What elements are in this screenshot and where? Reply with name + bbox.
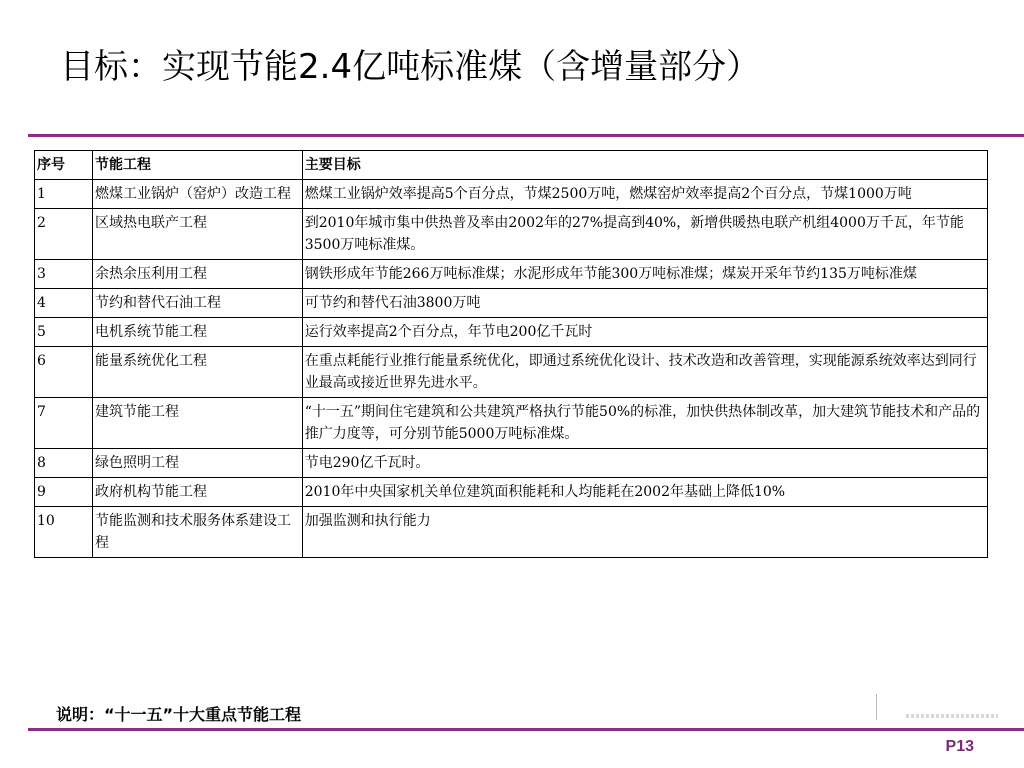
row-project: 政府机构节能工程: [92, 478, 302, 507]
row-target: 到2010年城市集中供热普及率由2002年的27%提高到40%，新增供暖热电联产机组4000万千瓦，年节能3500万吨标准煤。: [302, 209, 987, 260]
table-row: [35, 260, 988, 289]
table-row: [35, 449, 988, 478]
logo-mark: [876, 694, 1000, 724]
row-project: 余热余压利用工程: [92, 260, 302, 289]
row-no: 1: [35, 180, 93, 209]
table-row: [35, 289, 988, 318]
header-project: 节能工程: [92, 151, 302, 180]
row-project: 燃煤工业锅炉（窑炉）改造工程: [92, 180, 302, 209]
top-divider: [28, 134, 1024, 137]
table-row: [35, 318, 988, 347]
row-target: 运行效率提高2个百分点，年节电200亿千瓦时: [302, 318, 987, 347]
page-number: P13: [945, 738, 974, 755]
row-no: 4: [35, 289, 93, 318]
row-target: 节电290亿千瓦时。: [302, 449, 987, 478]
row-target: 在重点耗能行业推行能量系统优化，即通过系统优化设计、技术改造和改善管理，实现能源系统效率达到同行业最高或接近世界先进水平。: [302, 347, 987, 398]
logo-watermark: [906, 714, 998, 718]
row-no: 6: [35, 347, 93, 398]
row-no: 5: [35, 318, 93, 347]
row-target: 燃煤工业锅炉效率提高5个百分点，节煤2500万吨，燃煤窑炉效率提高2个百分点，节煤1000万吨: [302, 180, 987, 209]
row-no: 8: [35, 449, 93, 478]
row-project: 区域热电联产工程: [92, 209, 302, 260]
bottom-divider: [28, 728, 1024, 731]
row-project: 电机系统节能工程: [92, 318, 302, 347]
row-project: 建筑节能工程: [92, 398, 302, 449]
table-row: [35, 347, 988, 398]
row-no: 2: [35, 209, 93, 260]
slide-title: 目标：实现节能2.4亿吨标准煤（含增量部分）: [60, 47, 761, 87]
row-project: 节能监测和技术服务体系建设工程: [92, 507, 302, 558]
row-target: “十一五”期间住宅建筑和公共建筑严格执行节能50%的标准，加快供热体制改革，加大建筑节能技术和产品的推广力度等，可分别节能5000万吨标准煤。: [302, 398, 987, 449]
logo-divider: [876, 694, 877, 720]
row-no: 10: [35, 507, 93, 558]
row-target: 钢铁形成年节能266万吨标准煤；水泥形成年节能300万吨标准煤；煤炭开采年节约135万吨标准煤: [302, 260, 987, 289]
table-row: [35, 209, 988, 260]
energy-projects-table: [34, 150, 988, 558]
row-target: 2010年中央国家机关单位建筑面积能耗和人均能耗在2002年基础上降低10%: [302, 478, 987, 507]
row-project: 能量系统优化工程: [92, 347, 302, 398]
table-row: [35, 180, 988, 209]
row-no: 9: [35, 478, 93, 507]
table-row: [35, 478, 988, 507]
header-no: 序号: [35, 151, 93, 180]
row-target: 加强监测和执行能力: [302, 507, 987, 558]
slide-note: 说明：“十一五”十大重点节能工程: [56, 705, 302, 724]
row-no: 7: [35, 398, 93, 449]
table-row: [35, 507, 988, 558]
row-project: 节约和替代石油工程: [92, 289, 302, 318]
row-no: 3: [35, 260, 93, 289]
table-header-row: [35, 151, 988, 180]
row-project: 绿色照明工程: [92, 449, 302, 478]
header-target: 主要目标: [302, 151, 987, 180]
row-target: 可节约和替代石油3800万吨: [302, 289, 987, 318]
table-row: [35, 398, 988, 449]
